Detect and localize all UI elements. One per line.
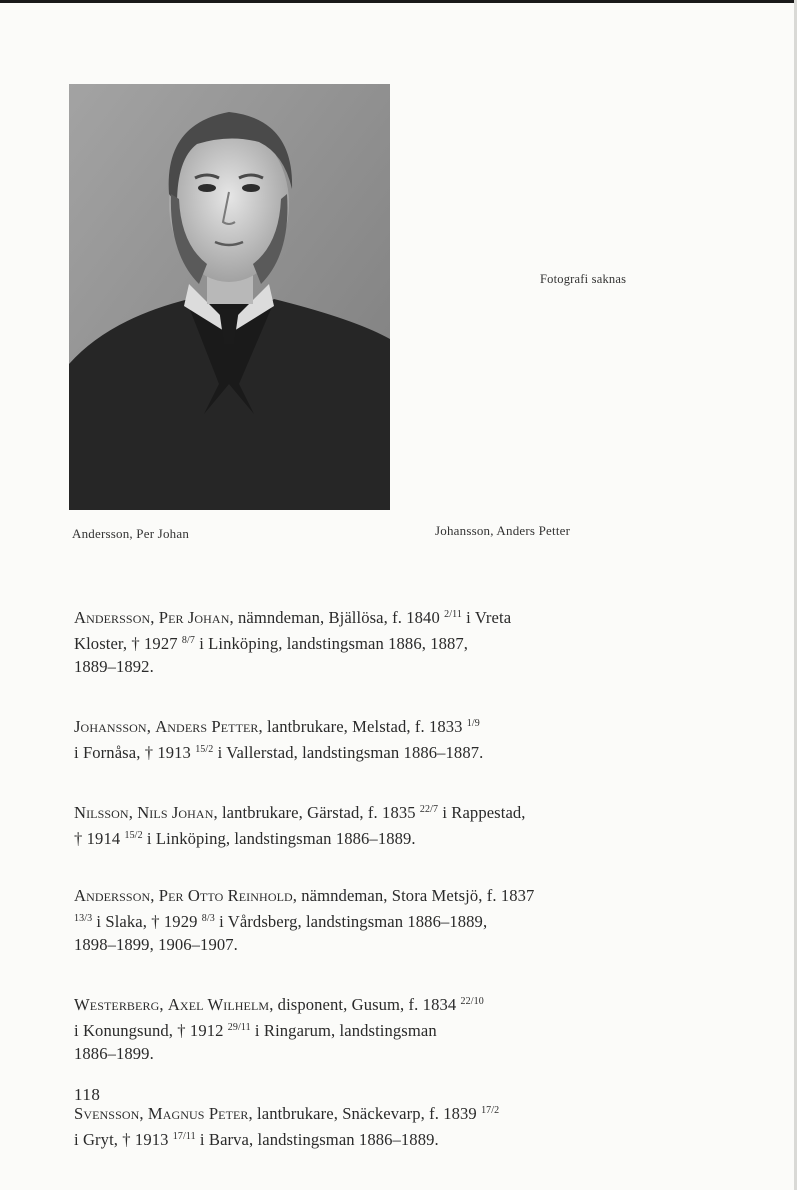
entry-date-sup: 22/10	[460, 996, 484, 1007]
entry-date-sup: 8/3	[201, 913, 215, 924]
entry-nilsson-nils-johan: Nilsson, Nils Johan, lantbrukare, Gärstad, f. 1835 $^{22/7}$ i Rappestad, † 1914 $^{15/2}$ i Linköping, landstingsman 1886–1889.	[74, 803, 526, 848]
entry-date-sup: 17/11	[172, 1131, 196, 1142]
portrait-illustration	[69, 84, 390, 510]
entry-text: , disponent, Gusum, f. 1834	[269, 995, 461, 1014]
entry-andersson-per-otto-reinhold: Andersson, Per Otto Reinhold, nämndeman, Stora Metsjö, f. 1837 $^{13/3}$ i Slaka, † 1929 $^{8/3}$ i Vårdsberg, landstingsman 1886–1889, 1898–1899, 1906–1907.	[74, 884, 634, 956]
entry-date-sup: 15/2	[124, 830, 143, 841]
entry-text: i Vreta	[461, 608, 512, 627]
page-number: 118	[74, 1085, 101, 1104]
entry-text: i Gryt, † 1913	[74, 1130, 173, 1149]
entry-given-name: Anders Petter	[155, 717, 259, 736]
entry-text: , lantbrukare, Snäckevarp, f. 1839	[248, 1104, 482, 1123]
entry-text: 1886–1899.	[74, 1044, 154, 1063]
missing-photo-note: Fotografi saknas	[540, 272, 627, 286]
entry-date-sup: 13/3	[74, 913, 93, 924]
entry-text: , lantbrukare, Gärstad, f. 1835	[213, 803, 420, 822]
entry-date-sup: 15/2	[195, 744, 214, 755]
entry-andersson-per-johan: Andersson, Per Johan, nämndeman, Bjällösa, f. 1840 $^{2/11}$ i Vreta Kloster, † 1927 $^{8/7}$ i Linköping, landstingsman 1886, 1887, 1889–1892.	[74, 603, 634, 678]
entry-surname: Andersson	[74, 886, 151, 905]
entry-text: i Fornåsa, † 1913	[74, 743, 196, 762]
entry-date-sup: 8/7	[181, 635, 195, 646]
entry-text: i Linköping, landstingsman 1886–1889.	[142, 829, 416, 848]
entry-surname: Andersson	[74, 608, 151, 627]
entry-svensson-magnus-peter: Svensson, Magnus Peter, lantbrukare, Snäckevarp, f. 1839 $^{17/2}$ i Gryt, † 1913 $^{17/11}$ i Barva, landstingsman 1886–1889.	[74, 1104, 500, 1149]
entry-date-sup: 29/11	[227, 1022, 251, 1033]
entry-given-name: Per Johan	[158, 608, 230, 627]
entry-text: i Slaka, † 1929	[92, 912, 202, 931]
photo-caption-right: Johansson, Anders Petter	[435, 523, 571, 538]
entry-text: 1898–1899, 1906–1907.	[74, 935, 238, 954]
entry-text: 1889–1892.	[74, 657, 154, 676]
entry-given-name: Axel Wilhelm	[167, 995, 270, 1014]
entry-text: , nämndeman, Bjällösa, f. 1840	[229, 608, 445, 627]
biography-entries	[74, 603, 634, 1185]
entry-date-sup: 22/7	[419, 804, 439, 815]
entry-given-name: Nils Johan	[137, 803, 214, 822]
entry-date-sup: 2/11	[444, 609, 462, 620]
entry-date-sup: 1/9	[466, 718, 480, 729]
entry-text: † 1914	[74, 829, 125, 848]
entry-surname: Nilsson	[74, 803, 129, 822]
entry-text: i Vallerstad, landstingsman 1886–1887.	[213, 743, 484, 762]
entry-text: Kloster, † 1927	[74, 634, 182, 653]
entry-given-name: Per Otto Reinhold	[158, 886, 293, 905]
portrait-photo	[69, 84, 390, 510]
entry-text: i Linköping, landstingsman 1886, 1887,	[194, 634, 469, 653]
entry-text: i Barva, landstingsman 1886–1889.	[195, 1130, 439, 1149]
entry-surname: Westerberg	[74, 995, 160, 1014]
page-top-edge	[0, 0, 797, 3]
entry-text: i Vårdsberg, landstingsman 1886–1889,	[214, 912, 488, 931]
entry-text: , nämndeman, Stora Metsjö, f. 1837	[292, 886, 535, 905]
entry-text: i Rappestad,	[438, 803, 526, 822]
entry-text: i Konungsund, † 1912	[74, 1021, 228, 1040]
entry-date-sup: 17/2	[481, 1105, 500, 1116]
entry-surname: Svensson	[74, 1104, 140, 1123]
entry-westerberg-axel-wilhelm: Westerberg, Axel Wilhelm, disponent, Gusum, f. 1834 $^{22/10}$ i Konungsund, † 1912 $^{29/11}$ i Ringarum, landstingsman 1886–1899.	[74, 990, 634, 1065]
entry-text: i Ringarum, landstingsman	[250, 1021, 437, 1040]
entry-surname: Johansson	[74, 717, 147, 736]
entry-johansson-anders-petter: Johansson, Anders Petter, lantbrukare, Melstad, f. 1833 $^{1/9}$ i Fornåsa, † 1913 $^{15/2}$ i Vallerstad, landstingsman 1886–1887.	[74, 717, 484, 762]
photo-caption-left: Andersson, Per Johan	[72, 526, 190, 541]
entry-given-name: Magnus Peter	[147, 1104, 249, 1123]
entry-text: , lantbrukare, Melstad, f. 1833	[258, 717, 467, 736]
